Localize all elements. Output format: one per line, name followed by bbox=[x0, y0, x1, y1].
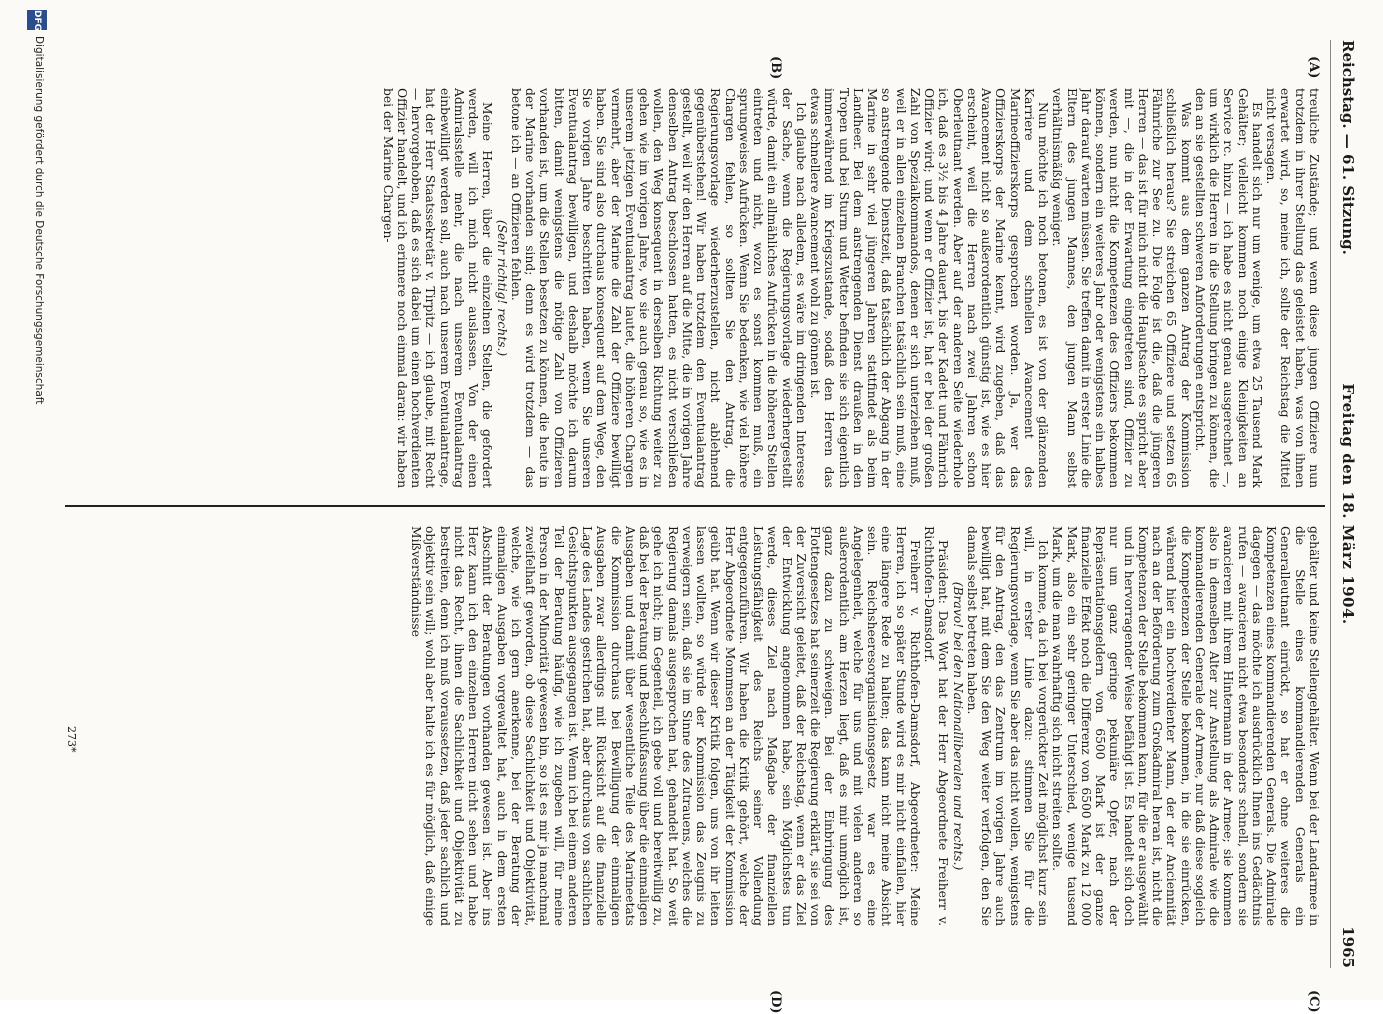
paragraph: Es handelt sich nur um wenige, um etwa 25 Tausend Mark Gehälter; vielleicht kommen noch einige Kleinigkeiten an Service rc. hinzu — ich habe es nicht genau ausgerechnet —, um wirklich die Herren in die Stellung bringen zu können, die den an sie gestellten schweren Anforderungen entspricht. bbox=[1193, 88, 1264, 488]
header-date: Freitag den 18. März 1904. bbox=[1339, 383, 1357, 625]
president-statement: Präsident: Das Wort hat der Herr Abgeordnete Freiherr v. Richthofen-Damsdorf. bbox=[922, 526, 951, 926]
margin-marker-a: (A) bbox=[1306, 56, 1321, 79]
margin-marker-d: (D) bbox=[768, 990, 783, 1014]
column-divider bbox=[65, 505, 1325, 507]
paragraph: gehälter und keine Stellengehälter. Wenn bei der Landarmee in die Stelle eines kommandierenden Generals ein Generalleutnant einrückt, so hat er ohne weiteres die Kompetenzen eines kommandierenden Generals. Die Admirale dagegen — das möchte ich ausdrücklich Ihnen ins Gedächtnis rufen — avancieren nicht etwa besonders schnell, sondern sie avancieren mit ihrem Hintermann in der Armee; sie kommen also in demselben Alter zur Anstellung als Admirale wie die kommandierenden Generale der Armee, nur daß diese sogleich die Kompetenzen der Stelle bekommen, in die sie einrücken, während hier ein hochverdienter Mann, der der Anciennität nach an der Beförderung zum Großadmiral heran ist, nicht die Kompetenzen der Stelle bekommen kann, für die er ausgewählt und in hervorragender Weise befähigt ist. Es handelt sich doch nur um ganz geringe pekuniäre Opfer, nach der Repräsentationsgeldern von 6500 Mark ist der ganze finanzielle Effekt noch die Differenz von 6500 Mark zu 12 000 Mark, also ein sehr geringer Unterschied, wenige tausend Mark, um die man wahrhaftig sich nicht streiten sollte. bbox=[1050, 526, 1321, 926]
paragraph: treuliche Zustände; und wenn diese jungen Offiziere nun trotzdem in ihrer Stellung das geleistet haben, was von ihnen erwartet wird, so, meine ich, sollte der Reichstag die Mittel nicht versagen. bbox=[1264, 88, 1321, 488]
margin-marker-b: (B) bbox=[768, 56, 783, 80]
page-header bbox=[1331, 40, 1357, 968]
header-page-number: 1965 bbox=[1339, 926, 1357, 968]
page-code: 273* bbox=[65, 726, 78, 753]
header-title: Reichstag. — 61. Sitzung. bbox=[1339, 40, 1357, 255]
digitization-footer bbox=[23, 0, 51, 1000]
header-rule bbox=[1330, 40, 1331, 968]
dfg-logo: DFG bbox=[27, 10, 47, 30]
right-column bbox=[66, 526, 1321, 926]
left-column bbox=[66, 88, 1321, 488]
interjection: (Bravo! bei den Nationalliberalen und rechts.) bbox=[950, 581, 965, 871]
margin-marker-c: (C) bbox=[1306, 990, 1321, 1013]
digitization-note: Digitalisierung gefördert durch die Deutsche Forschungsgemeinschaft bbox=[33, 36, 45, 405]
paragraph: Meine Herren, über die einzelnen Stellen, die gefordert werden, will ich mich nicht auslassen. Von der einen Admiralsstelle mehr, die nach unserem Eventualantrag einbewilligt werden soll, auch nach unserem Eventualantrage, hat der Herr Staatssekretär v. Tirpitz — ich glaube, mit Recht — hervorgehoben, daß es sich dabei um einen hochverdienten Offizier handelt, und ich erinnere noch einmal daran: wir haben bei der Marine Chargen- bbox=[380, 88, 495, 488]
paragraph: Ich komme, da ich bei vorgerückter Zeit möglichst kurz sein will, in erster Linie dazu: stimmen Sie für die Regierungsvorlage, wenn Sie aber das nicht wollen, wenigstens für den Antrag, den das Zentrum im vorigen Jahre auch bewilligt hat, mit dem Sie den Weg weiter verfolgen, den Sie damals selbst betreten haben. bbox=[965, 526, 1051, 926]
interjection: (Sehr richtig! rechts.) bbox=[494, 219, 509, 357]
paragraph: Nun möchte ich noch betonen, es ist von der glänzenden Karriere und dem schnellen Avancement des Marineoffizierskorps gesprochen worden. Ja, wer das Offizierskorps der Marine kennt, wird zugeben, daß das Avancement nicht so außerordentlich günstig ist, wie es hier erscheint, weil die Herren nach zwei Jahren schon Oberleutnant werden. Aber auf der anderen Seite wiederhole ich, daß es 3½ bis 4 Jahre dauert, bis der Kadett und Fähnrich Offizier wird; und wenn er Offizier ist, hat er bei der großen Zahl von Spezialkommandos, denen er sich unterziehen muß, weil er in allen einzelnen Branchen tatsächlich sein muß, eine so anstrengende Dienstzeit, daß tatsächlich der Abgang in der Marine in sehr viel jüngeren Jahren stattfindet als beim Landheer. Bei dem anstrengenden Dienst draußen in den Tropen und bei Sturm und Wetter befinden sie sich eigentlich immerwährend im Kriegszustande, sodaß den Herren das etwas schnellere Avancement wohl zu gönnen ist. bbox=[808, 88, 1051, 488]
paragraph: Ich glaube nach alledem, es wäre im dringenden Interesse der Sache, wenn die Regierungsvorlage wiederhergestellt würde, damit ein allmähliches Aufrücken in die höheren Stellen eintreten und nicht, wozu es sonst kommen muß, ein sprungweises Aufrücken. Wenn Sie bedenken, wie viel höhere Chargen fehlen, so sollten Sie den Antrag, die Regierungsvorlage wiederherzustellen, nicht ablehnend gegenüberstehen! Wir haben trotzdem den Eventualantrag gestellt, weil wir den Herren auf die Mitte, die in vorigen Jahre denselben Antrag beschlossen hatten, es nicht verschließen wollen, den Weg konsequent in derselben Richtung weiter zu gehen wie im vorigen Jahre, wo sie auch genau so, wie es in unserem jetzigen Eventualantrag lautet, die höheren Chargen vermehrt, aber der Marine die Zahl der Offiziere bewilligt haben. Sie sind also durchaus konsequent auf dem Wege, den Sie vorigen Jahre beschritten haben, wenn Sie unseren Eventualantrag bewilligen, und deshalb möchte ich darum bitten, damit wenigstens die nötige Zahl von Offizieren vorhanden ist, um die Stellen besetzen zu können, die heute in der Marine vorhanden sind; denn es wird trotzdem — das betone ich — an Offizieren fehlen. bbox=[509, 88, 808, 488]
speech-paragraph: Freiherr v. Richthofen-Damsdorf, Abgeordneter: Meine Herren, ich so später Stunde wird es mir nicht einfallen, hier eine längere Rede zu halten; das kann nicht meine Absicht sein. Reichsheeresorganisationsgesetz war es eine Angelegenheit, welche für uns und mit vielen anderen so außerordentlich am Herzen liegt, daß es mir unmöglich ist, ganz dazu zu schweigen. Bei der Einbringung des Flottengesetzes hat seinerzeit die Regierung erklärt, sie sei von der Zuversicht geleitet, daß der Reichstag, wenn er das Ziel der Entwicklung angenommen habe, sein Möglichstes tun werde, dieses Ziel nach Maßgabe der finanziellen Leistungsfähigkeit des Reichs seiner Vollendung entgegenzuführen. Wir haben die Kritik gehört, welche der Herr Abgeordnete Mommsen an der Tätigkeit der Kommission geübt hat. Wenn wir dieser Kritik folgen, uns von ihr leiten lassen wollten, so würde der Kommission das Zeugnis zu verweigern sein, daß sie im Sinne des Zutrauens, welches die Regierung damals ausgesprochen hat, gehandelt hat. So weit gehe ich nicht; im Gegenteil, ich gebe voll und bereitwillig zu, daß bei der Beratung und Beschlußfassung über die einmaligen Ausgaben und damit über wesentliche Teile des Marineetats die Kommission durchaus bei Bewilligung der einmaligen Ausgaben zwar allerdings mit Rücksicht auf die finanzielle Lage des Landes gestrichen hat, aber durchaus von sachlichen Gesichtspunkten ausgegangen ist. Wenn ich bei einem anderen Teil der Beratung häufig, wie ich zugeben will, für meine Person in der Minorität gewesen bin, so ist es mir ja manchmal zweifelhaft geworden, ob diese Sachlichkeit und Objektivität, welche, wie ich gern anerkenne, bei der Beratung der einmaligen Ausgaben vorgewaltet hat, auch in dem ersten Abschnitt der Beratungen vorhanden gewesen ist. Aber ins Herz kann ich den einzelnen Herren nicht sehen und habe nicht das Recht, ihnen die Sachlichkeit und Objektivität zu bestreiten, denn ich muß voraussetzen, daß jeder sachlich und objektiv sein will; wohl aber halte ich es für möglich, daß einige Mißverständnisse bbox=[409, 526, 922, 926]
paragraph: Was kommt aus dem ganzen Antrag der Kommission schließlich heraus? Sie streichen 65 Offiziere und setzen 65 Fähnriche zur See zu. Die Folge ist die, daß die jüngeren Herren — das ist für mich nicht die Hauptsache es spricht aber mit —, die in der Erwartung eingetreten sind, Offizier zu werden, nun nicht die Kompetenzen des Offiziers bekommen können, sondern ein weiteres Jahr oder wenigstens ein halbes Jahr darauf warten müssen. Sie treffen damit in erster Linie die Eltern des jungen Mannes, den jungen Mann selbst verhältnismäßig weniger. bbox=[1050, 88, 1193, 488]
